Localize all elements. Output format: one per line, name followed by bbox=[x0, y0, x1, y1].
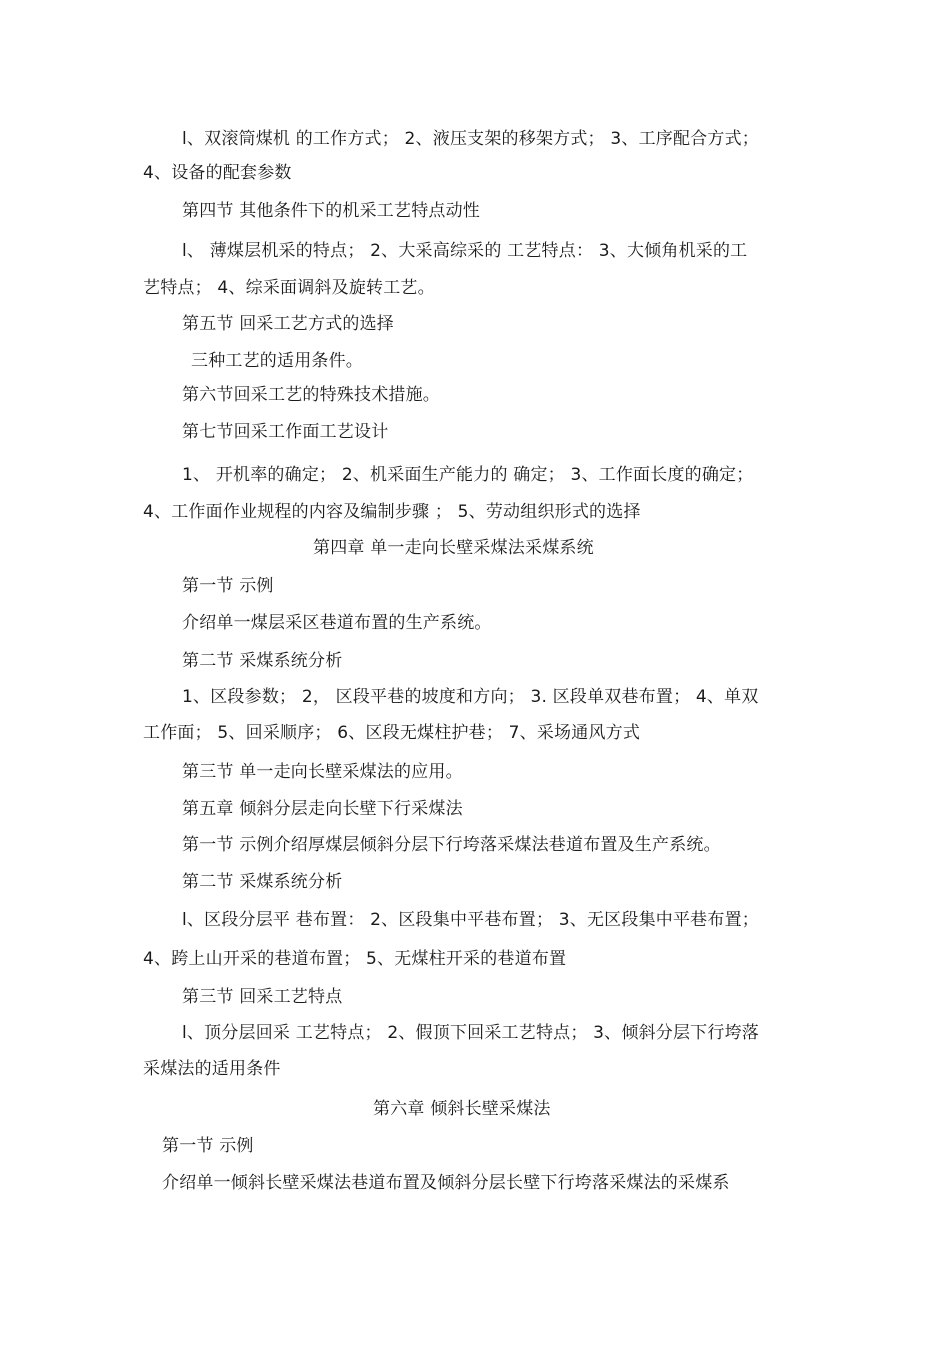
text-line: 艺特点； 4、综采面调斜及旋转工艺。 bbox=[143, 278, 435, 298]
section-heading: 第一节 示例 bbox=[182, 576, 274, 596]
text-line: l、区段分层平 巷布置： 2、区段集中平巷布置； 3、无区段集中平巷布置； bbox=[182, 910, 759, 930]
chapter-heading: 第六章 倾斜长壁采煤法 bbox=[373, 1099, 551, 1119]
section-heading: 第二节 采煤系统分析 bbox=[182, 651, 343, 671]
section-heading: 第七节回采工作面工艺设计 bbox=[182, 422, 389, 442]
text-line: l、双滚筒煤机 的工作方式； 2、液压支架的移架方式； 3、工序配合方式； bbox=[182, 129, 759, 149]
text-line: l、 薄煤层机采的特点； 2、大采高综采的 工艺特点： 3、大倾角机采的工 bbox=[182, 241, 748, 261]
chapter-heading: 第五章 倾斜分层走向长壁下行采煤法 bbox=[182, 799, 463, 819]
section-heading: 第一节 示例介绍厚煤层倾斜分层下行垮落采煤法巷道布置及生产系统。 bbox=[182, 835, 721, 855]
text-line: 采煤法的适用条件 bbox=[143, 1059, 281, 1079]
text-line: 介绍单一倾斜长壁采煤法巷道布置及倾斜分层长壁下行垮落采煤法的采煤系 bbox=[162, 1173, 730, 1193]
text-line: 4、工作面作业规程的内容及编制步骤 ； 5、劳动组织形式的选择 bbox=[143, 502, 641, 522]
text-line: 4、设备的配套参数 bbox=[143, 163, 292, 183]
section-heading: 第一节 示例 bbox=[162, 1136, 254, 1156]
text-line: 三种工艺的适用条件。 bbox=[191, 351, 363, 371]
section-heading: 第六节回采工艺的特殊技术措施。 bbox=[182, 385, 440, 405]
text-line: 4、跨上山开采的巷道布置； 5、无煤柱开采的巷道布置 bbox=[143, 949, 567, 969]
text-line: 1、区段参数； 2， 区段平巷的坡度和方向； 3. 区段单双巷布置； 4、单双 bbox=[182, 687, 759, 707]
text-line: 介绍单一煤层采区巷道布置的生产系统。 bbox=[182, 613, 492, 633]
section-heading: 第五节 回采工艺方式的选择 bbox=[182, 314, 395, 334]
section-heading: 第四节 其他条件下的机采工艺特点动性 bbox=[182, 201, 481, 221]
section-heading: 第三节 回采工艺特点 bbox=[182, 987, 343, 1007]
chapter-heading: 第四章 单一走向长壁采煤法采煤系统 bbox=[313, 538, 594, 558]
text-line: 工作面； 5、回采顺序； 6、区段无煤柱护巷； 7、采场通风方式 bbox=[143, 723, 641, 743]
section-heading: 第二节 采煤系统分析 bbox=[182, 872, 343, 892]
text-line: 1、 开机率的确定； 2、机采面生产能力的 确定； 3、工作面长度的确定； bbox=[182, 465, 754, 485]
text-line: l、顶分层回采 工艺特点； 2、假顶下回采工艺特点； 3、倾斜分层下行垮落 bbox=[182, 1023, 759, 1043]
section-heading: 第三节 单一走向长壁采煤法的应用。 bbox=[182, 762, 463, 782]
